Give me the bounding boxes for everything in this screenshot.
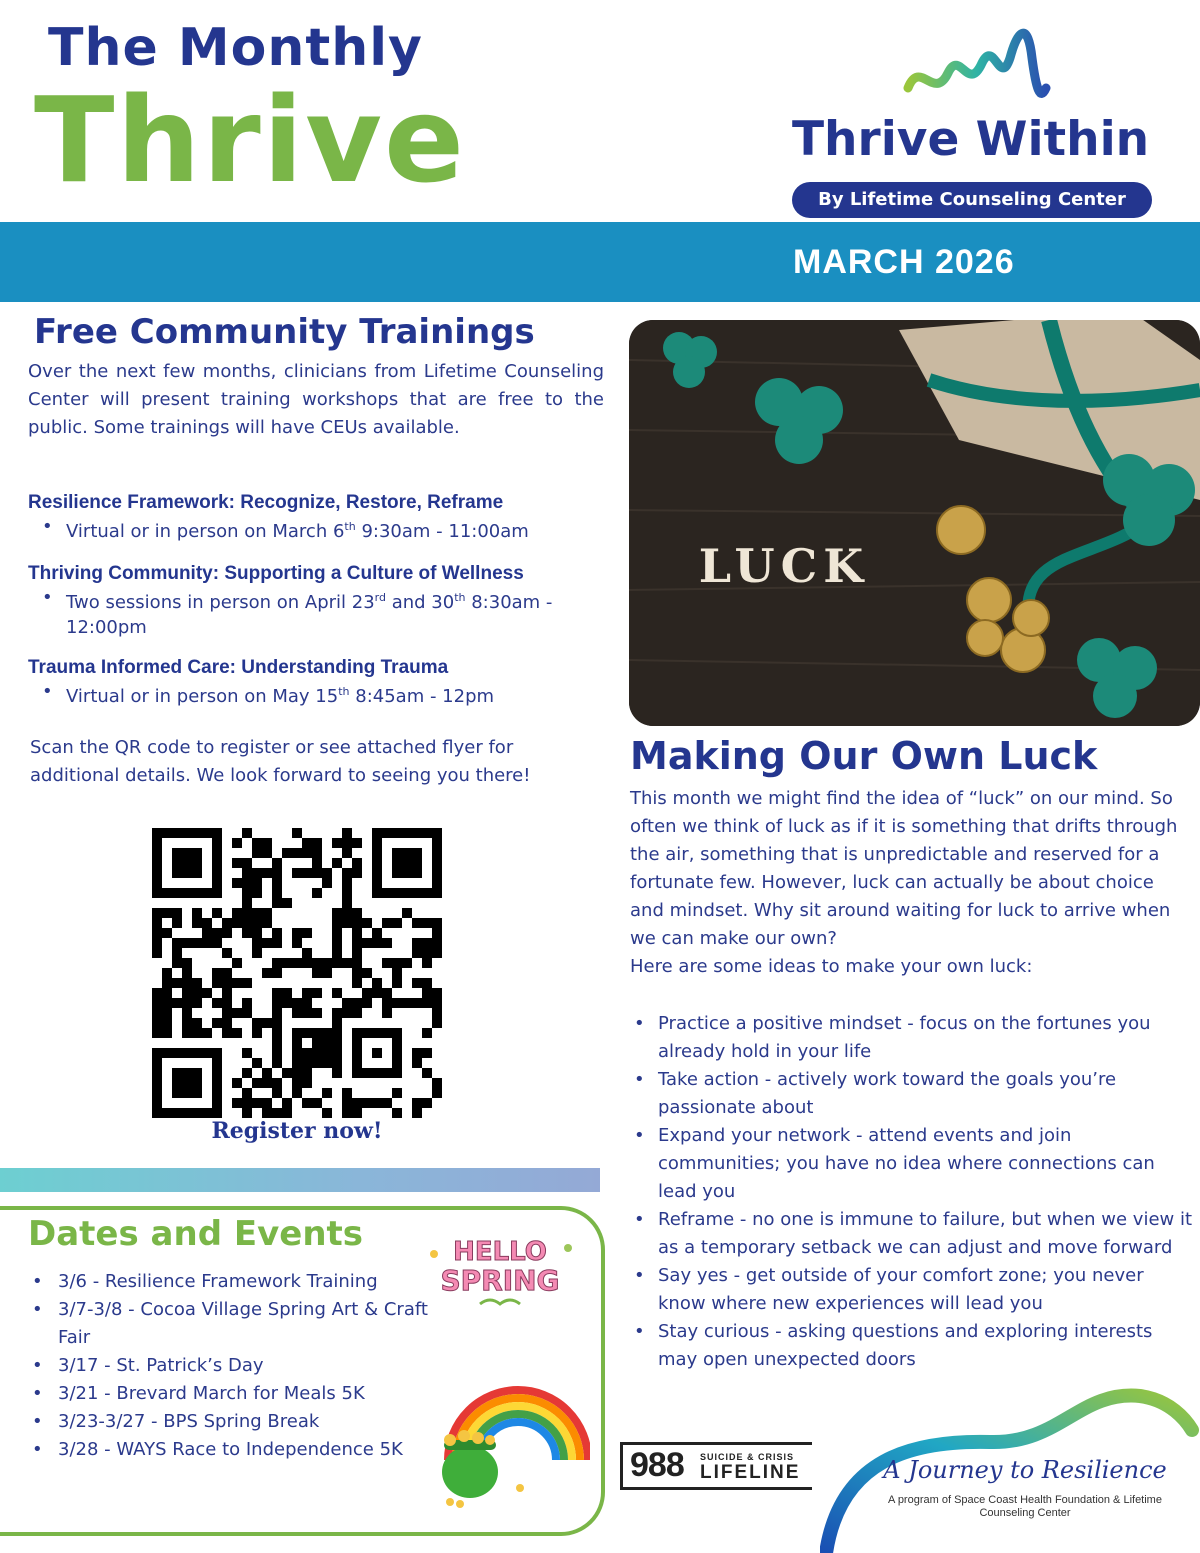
lifeline-bottom-text: LIFELINE xyxy=(700,1462,801,1483)
list-item: • Say yes - get outside of your comfort zone; you never know where new experiences will lead you xyxy=(630,1262,1192,1318)
list-item: • 3/28 - WAYS Race to Independence 5K xyxy=(30,1436,430,1464)
training-block-3 xyxy=(28,657,628,709)
trainings-heading: Free Community Trainings xyxy=(34,312,535,352)
brand-name: Thrive Within xyxy=(792,112,1150,167)
rainbow-pot-of-gold-icon xyxy=(430,1340,590,1510)
trainings-intro: Over the next few months, clinicians from Lifetime Counseling Center will present training workshops that are free to the public. Some trainings will have CEUs available. xyxy=(28,361,604,438)
lifeline-top-text: SUICIDE & CRISIS xyxy=(700,1452,795,1462)
list-item: • 3/7-3/8 - Cocoa Village Spring Art & Craft Fair xyxy=(30,1296,430,1352)
training-title: Thriving Community: Supporting a Culture of Wellness xyxy=(28,563,524,584)
qr-code-icon[interactable] xyxy=(152,828,442,1118)
training-title: Trauma Informed Care: Understanding Trauma xyxy=(28,657,449,678)
list-item: • Expand your network - attend events and join communities; you have no idea where connections can lead you xyxy=(630,1122,1192,1206)
sticker-text-spring: SPRING xyxy=(440,1264,560,1297)
luck-ideas-list xyxy=(630,1010,1192,1374)
list-item: • Stay curious - asking questions and exploring interests may open unexpected doors xyxy=(630,1318,1192,1374)
luck-body xyxy=(630,785,1190,981)
journey-subtitle: A program of Space Coast Health Foundation & Lifetime Counseling Center xyxy=(888,1494,1162,1519)
list-item: • 3/23-3/27 - BPS Spring Break xyxy=(30,1408,430,1436)
list-item: • 3/17 - St. Patrick’s Day xyxy=(30,1352,430,1380)
brand-subtitle: By Lifetime Counseling Center xyxy=(792,182,1152,218)
training-block-2 xyxy=(28,563,628,640)
section-divider xyxy=(0,1168,600,1192)
list-item: • 3/6 - Resilience Framework Training xyxy=(30,1268,430,1296)
training-detail: • Virtual or in person on March 6th 9:30am - 11:00am xyxy=(28,514,628,544)
hello-spring-sticker-icon xyxy=(420,1224,580,1314)
title-line-1: The Monthly xyxy=(48,18,423,78)
journey-title: A Journey to Resilience xyxy=(883,1456,1167,1484)
training-detail: • Two sessions in person on April 23rd and 30th 8:30am - 12:00pm xyxy=(28,585,628,640)
list-item: • Practice a positive mindset - focus on the fortunes you already hold in your life xyxy=(630,1010,1192,1066)
luck-paragraph: This month we might find the idea of “luck” on our mind. So often we think of luck as if it is something that drifts through the air, something that is unpredictable and reserved for a fortunate few. However, luck can actually be about choice and mindset. Why sit around waiting for luck to arrive when we can make our own? xyxy=(630,788,1178,949)
training-title: Resilience Framework: Recognize, Restore, Reframe xyxy=(28,492,504,513)
events-list xyxy=(30,1268,430,1464)
luck-heading: Making Our Own Luck xyxy=(630,734,1098,778)
list-item: • 3/21 - Brevard March for Meals 5K xyxy=(30,1380,430,1408)
list-item: • Reframe - no one is immune to failure, but when we view it as a temporary setback we can adjust and move forward xyxy=(630,1206,1192,1262)
date-banner xyxy=(0,222,1200,302)
title-line-2: Thrive xyxy=(34,71,467,209)
training-block-1 xyxy=(28,492,628,544)
events-heading: Dates and Events xyxy=(28,1214,364,1254)
list-item: • Take action - actively work toward the goals you’re passionate about xyxy=(630,1066,1192,1122)
luck-lead: Here are some ideas to make your own luck: xyxy=(630,956,1033,977)
lifeline-number: 988 xyxy=(630,1446,684,1484)
photo-word: LUCK xyxy=(698,539,870,593)
scan-instructions: Scan the QR code to register or see attached flyer for additional details. We look forward to seeing you there! xyxy=(30,737,531,786)
thrive-within-logo-icon xyxy=(902,18,1052,114)
luck-photo xyxy=(629,320,1200,726)
training-detail: • Virtual or in person on May 15th 8:45am - 12pm xyxy=(28,679,628,709)
sticker-text-hello: HELLO xyxy=(453,1237,547,1267)
register-link[interactable]: Register now! xyxy=(211,1118,383,1144)
issue-date: MARCH 2026 xyxy=(793,243,1015,281)
